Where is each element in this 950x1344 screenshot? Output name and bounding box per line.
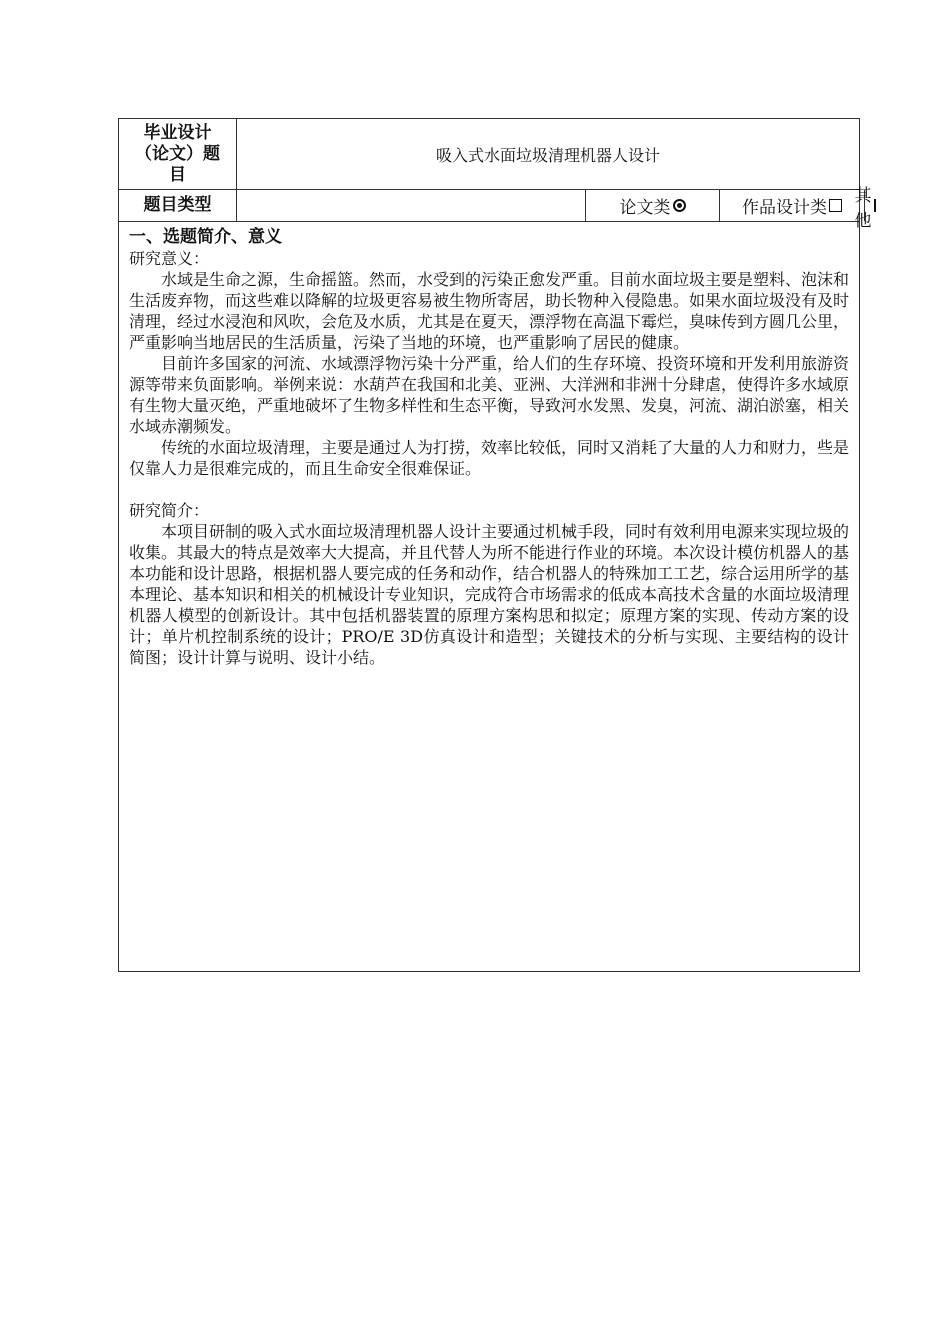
type-option-other-label: 其他 bbox=[854, 185, 872, 231]
significance-paragraph-1: 水域是生命之源，生命摇篮。然而，水受到的污染正愈发严重。目前水面垃圾主要是塑料、泡沫和生活废弃物，而这些难以降解的垃圾更容易被生物所寄居，助长物种入侵隐患。如果水面垃圾没有及时清理，经过水浸泡和风吹，会危及水质，尤其是在夏天，漂浮物在高温下霉烂，臭味传到方圆几公里，严重影响当地居民的生活质量，污染了当地的环境，也严重影响了居民的健康。 bbox=[129, 270, 850, 352]
unchecked-box-icon bbox=[829, 199, 842, 212]
intro-label: 研究简介： bbox=[129, 501, 210, 520]
title-value-cell bbox=[237, 119, 859, 189]
type-option-design-label: 作品设计类 bbox=[742, 198, 827, 218]
intro-paragraph: 本项目研制的吸入式水面垃圾清理机器人设计主要通过机械手段，同时有效利用电源来实现垃圾的收集。其最大的特点是效率大大提高，并且代替人为所不能进行作业的环境。本次设计模仿机器人的基本功能和设计思路，根据机器人要完成的任务和动作，结合机器人的特殊加工工艺，综合运用所学的基本理论、基本知识和相关的机械设计专业知识，完成符合市场需求的低成本高技术含量的水面垃圾清理机器人模型的创新设计。其中包括机器装置的原理方案构思和拟定；原理方案的实现、传动方案的设计；单片机控制系统的设计；PRO/E 3D仿真设计和造型；关键技术的分析与实现、主要结构的设计简图；设计计算与说明、设计小结。 bbox=[129, 522, 850, 667]
selected-radio-icon bbox=[673, 199, 686, 212]
type-blank-cell bbox=[237, 190, 586, 221]
type-row bbox=[119, 185, 872, 231]
section-heading: 一、选题简介、意义 bbox=[129, 227, 282, 247]
type-label: 题目类型 bbox=[143, 195, 212, 215]
proposal-form-table bbox=[118, 118, 872, 972]
significance-paragraph-3: 传统的水面垃圾清理，主要是通过人为打捞，效率比较低，同时又消耗了大量的人力和财力，些是仅靠人力是很难完成的，而且生命安全很难保证。 bbox=[129, 438, 850, 478]
significance-paragraph-2: 目前许多国家的河流、水域漂浮物污染十分严重，给人们的生存环境、投资环境和开发利用旅游资源等带来负面影响。举例来说：水葫芦在我国和北美、亚洲、大洋洲和非洲十分肆虐，使得许多水域原有生物大量灭绝，严重地破坏了生物多样性和生态平衡，导致河水发黑、发臭，河流、湖泊淤塞，相关水域赤潮频发。 bbox=[129, 354, 850, 436]
title-label-cell bbox=[119, 119, 237, 189]
paragraph-spacer bbox=[129, 479, 849, 500]
title-label: 毕业设计（论文）题目 bbox=[135, 122, 220, 185]
thesis-title: 吸入式水面垃圾清理机器人设计 bbox=[435, 145, 660, 165]
type-option-design[interactable] bbox=[720, 190, 865, 221]
type-label-cell bbox=[119, 190, 237, 221]
type-option-thesis[interactable] bbox=[586, 190, 720, 221]
significance-label: 研究意义： bbox=[129, 249, 210, 268]
unchecked-box-icon bbox=[874, 199, 876, 212]
type-option-thesis-label: 论文类 bbox=[619, 198, 671, 218]
content-body bbox=[129, 227, 849, 668]
title-row bbox=[119, 119, 859, 190]
